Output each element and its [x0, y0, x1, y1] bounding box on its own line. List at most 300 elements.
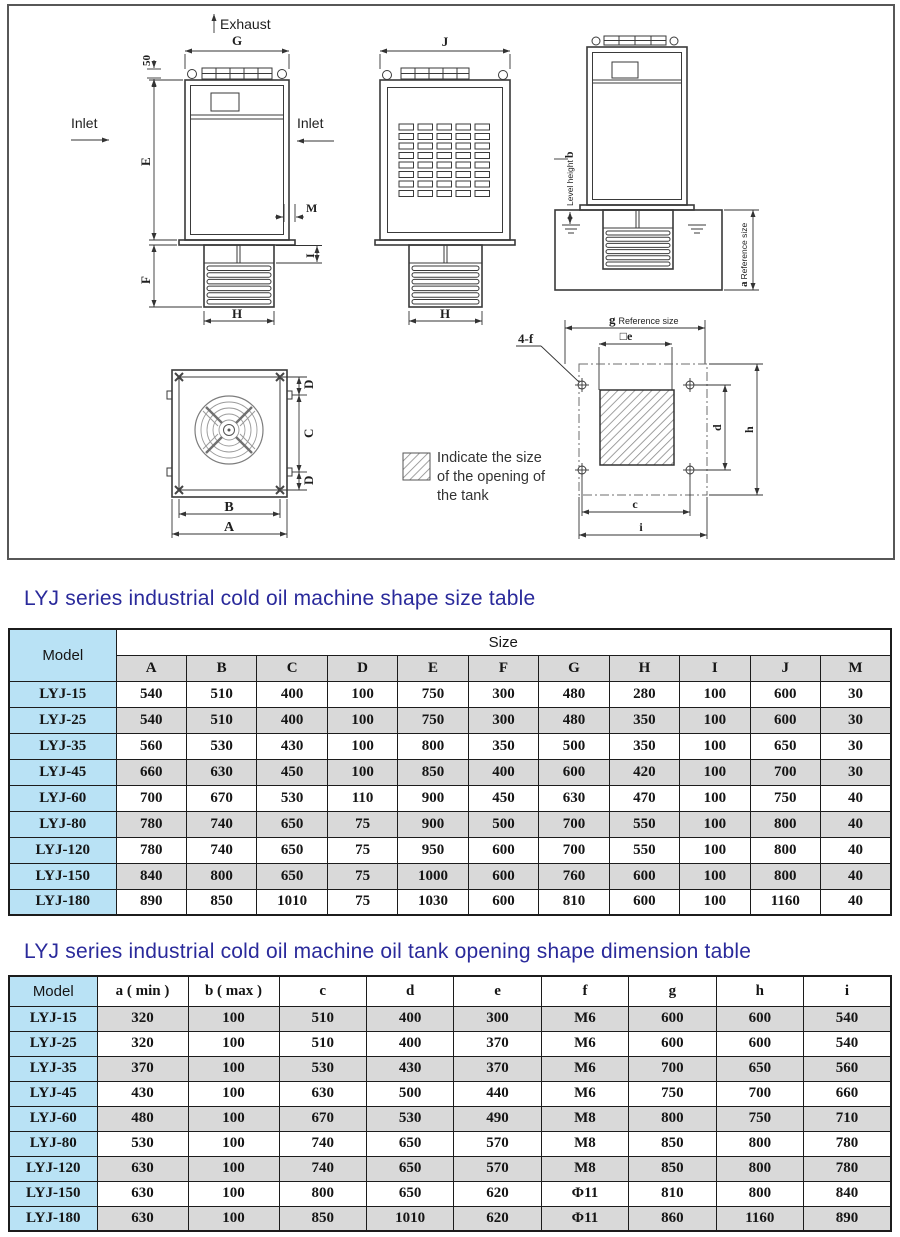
- value-cell: M6: [541, 1006, 628, 1031]
- display-window: [612, 62, 638, 78]
- value-cell: 110: [327, 785, 397, 811]
- value-cell: 850: [398, 759, 468, 785]
- value-cell: 480: [539, 707, 609, 733]
- ref-a-text: Reference size: [739, 222, 749, 280]
- value-cell: 100: [327, 681, 397, 707]
- table-row: [9, 1206, 891, 1231]
- model-cell: LYJ-120: [9, 1156, 97, 1181]
- value-cell: M6: [541, 1031, 628, 1056]
- value-cell: 740: [279, 1131, 366, 1156]
- t1-col-I: I: [680, 655, 750, 681]
- value-cell: 350: [609, 707, 679, 733]
- t1-col-C: C: [257, 655, 327, 681]
- value-cell: 560: [116, 733, 186, 759]
- value-cell: 700: [750, 759, 820, 785]
- value-cell: 600: [609, 889, 679, 915]
- value-cell: 740: [279, 1156, 366, 1181]
- value-cell: 440: [454, 1081, 541, 1106]
- value-cell: 370: [454, 1031, 541, 1056]
- value-cell: 800: [629, 1106, 716, 1131]
- value-cell: 1000: [398, 863, 468, 889]
- value-cell: 350: [609, 733, 679, 759]
- model-cell: LYJ-25: [9, 707, 116, 733]
- value-cell: 550: [609, 811, 679, 837]
- value-cell: 400: [257, 707, 327, 733]
- model-cell: LYJ-25: [9, 1031, 97, 1056]
- value-cell: 750: [398, 681, 468, 707]
- value-cell: 630: [539, 785, 609, 811]
- value-cell: 30: [821, 733, 891, 759]
- value-cell: 600: [609, 863, 679, 889]
- value-cell: 630: [97, 1181, 188, 1206]
- value-cell: 600: [716, 1006, 803, 1031]
- value-cell: 100: [188, 1181, 279, 1206]
- display-window: [211, 93, 239, 111]
- value-cell: 75: [327, 863, 397, 889]
- table-row: [9, 1031, 891, 1056]
- legend-line2: of the opening of: [437, 469, 546, 485]
- value-cell: 800: [279, 1181, 366, 1206]
- value-cell: 300: [468, 681, 538, 707]
- value-cell: 280: [609, 681, 679, 707]
- value-cell: 670: [186, 785, 256, 811]
- value-cell: 430: [366, 1056, 453, 1081]
- dim-label-C: C: [301, 428, 316, 438]
- value-cell: 950: [398, 837, 468, 863]
- model-cell: LYJ-45: [9, 759, 116, 785]
- value-cell: 100: [188, 1206, 279, 1231]
- table-row: [9, 785, 891, 811]
- value-cell: 540: [804, 1031, 891, 1056]
- value-cell: 75: [327, 889, 397, 915]
- value-cell: 540: [804, 1006, 891, 1031]
- value-cell: 100: [188, 1056, 279, 1081]
- ref-size-a-label: [738, 223, 750, 287]
- louvers: [606, 231, 670, 266]
- value-cell: 600: [750, 707, 820, 733]
- value-cell: 370: [97, 1056, 188, 1081]
- t2-col-d: d: [366, 976, 453, 1006]
- value-cell: 660: [804, 1081, 891, 1106]
- ref-a-letter: a: [738, 281, 750, 287]
- value-cell: 780: [804, 1156, 891, 1181]
- value-cell: 740: [186, 837, 256, 863]
- value-cell: 40: [821, 837, 891, 863]
- value-cell: M6: [541, 1056, 628, 1081]
- value-cell: 1030: [398, 889, 468, 915]
- table-row: [9, 681, 891, 707]
- value-cell: 800: [750, 811, 820, 837]
- value-cell: 650: [257, 863, 327, 889]
- value-cell: 100: [188, 1031, 279, 1056]
- value-cell: 300: [468, 707, 538, 733]
- table-row: [9, 863, 891, 889]
- eyebolt-icon: [383, 71, 392, 80]
- value-cell: 100: [188, 1006, 279, 1031]
- value-cell: Φ11: [541, 1206, 628, 1231]
- t1-col-B: B: [186, 655, 256, 681]
- value-cell: 100: [680, 863, 750, 889]
- model-cell: LYJ-60: [9, 1106, 97, 1131]
- value-cell: 700: [539, 837, 609, 863]
- legend-line3: the tank: [437, 488, 489, 504]
- t1-col-F: F: [468, 655, 538, 681]
- value-cell: 320: [97, 1031, 188, 1056]
- model-cell: LYJ-60: [9, 785, 116, 811]
- value-cell: 600: [629, 1006, 716, 1031]
- value-cell: 650: [750, 733, 820, 759]
- dim-label-B: B: [224, 500, 234, 515]
- value-cell: 100: [680, 785, 750, 811]
- value-cell: 510: [186, 681, 256, 707]
- model-cell: LYJ-45: [9, 1081, 97, 1106]
- t2-col-g: g: [629, 976, 716, 1006]
- tank-opening-table-title: LYJ series industrial cold oil machine oil tank opening shape dimension table: [24, 940, 752, 963]
- value-cell: 650: [366, 1181, 453, 1206]
- value-cell: 490: [454, 1106, 541, 1131]
- table-row: [9, 1056, 891, 1081]
- level-height-text: Level height: [565, 160, 575, 206]
- eyebolt-icon: [499, 71, 508, 80]
- value-cell: M8: [541, 1106, 628, 1131]
- value-cell: 810: [629, 1181, 716, 1206]
- value-cell: 300: [454, 1006, 541, 1031]
- value-cell: 840: [804, 1181, 891, 1206]
- value-cell: 450: [468, 785, 538, 811]
- value-cell: 750: [398, 707, 468, 733]
- dim-label-M: M: [306, 201, 318, 215]
- value-cell: 450: [257, 759, 327, 785]
- t1-col-J: J: [750, 655, 820, 681]
- ref-g-text: Reference size: [618, 316, 679, 326]
- value-cell: 780: [116, 811, 186, 837]
- value-cell: 600: [468, 863, 538, 889]
- dim-label-H-side: H: [439, 306, 451, 321]
- value-cell: 700: [116, 785, 186, 811]
- value-cell: 100: [327, 707, 397, 733]
- dim-label-G: G: [231, 33, 243, 48]
- corner-bolts-icon: [175, 373, 284, 494]
- table-row: [9, 1006, 891, 1031]
- dim-label-c: c: [632, 497, 638, 511]
- value-cell: 400: [366, 1031, 453, 1056]
- value-cell: 750: [716, 1106, 803, 1131]
- model-cell: LYJ-150: [9, 1181, 97, 1206]
- dim-label-D-top: D: [301, 379, 316, 389]
- dim-label-square-e: □e: [619, 329, 633, 343]
- value-cell: 890: [804, 1206, 891, 1231]
- fan-top-view: [167, 370, 316, 538]
- value-cell: 650: [257, 811, 327, 837]
- hatch-swatch-icon: [403, 453, 430, 480]
- table-row: [9, 811, 891, 837]
- dim-label-F: F: [138, 276, 153, 284]
- tank-mounted-view: [554, 36, 759, 290]
- dim-label-d: d: [710, 424, 724, 431]
- technical-drawing-panel: [7, 4, 895, 560]
- value-cell: 800: [398, 733, 468, 759]
- t2-col-h: h: [716, 976, 803, 1006]
- value-cell: 100: [680, 837, 750, 863]
- value-cell: 430: [257, 733, 327, 759]
- table-row: [9, 1131, 891, 1156]
- vent-grid: [399, 124, 490, 197]
- value-cell: 530: [257, 785, 327, 811]
- dim-label-J: J: [441, 34, 449, 49]
- value-cell: 100: [680, 707, 750, 733]
- ref-g-letter: g: [609, 312, 616, 327]
- value-cell: 660: [116, 759, 186, 785]
- value-cell: 480: [539, 681, 609, 707]
- table-row: [9, 759, 891, 785]
- value-cell: 30: [821, 759, 891, 785]
- model-cell: LYJ-150: [9, 863, 116, 889]
- value-cell: 510: [279, 1031, 366, 1056]
- value-cell: 550: [609, 837, 679, 863]
- value-cell: 100: [680, 811, 750, 837]
- dim-label-I: I: [303, 253, 317, 258]
- value-cell: 560: [804, 1056, 891, 1081]
- value-cell: M8: [541, 1156, 628, 1181]
- value-cell: 570: [454, 1156, 541, 1181]
- value-cell: 650: [366, 1156, 453, 1181]
- value-cell: 900: [398, 811, 468, 837]
- tank-opening-hatch: [600, 390, 674, 465]
- dim-label-A: A: [223, 520, 235, 535]
- value-cell: 800: [186, 863, 256, 889]
- t2-col-amin: a ( min ): [97, 976, 188, 1006]
- model-cell: LYJ-80: [9, 1131, 97, 1156]
- value-cell: 800: [750, 837, 820, 863]
- front-view: [71, 14, 334, 325]
- value-cell: 780: [116, 837, 186, 863]
- value-cell: 400: [366, 1006, 453, 1031]
- fan-icon: [195, 396, 263, 464]
- value-cell: 400: [257, 681, 327, 707]
- inlet-right-label: Inlet: [297, 115, 324, 131]
- t1-col-H: H: [609, 655, 679, 681]
- table-row: [9, 733, 891, 759]
- value-cell: 30: [821, 707, 891, 733]
- value-cell: 630: [279, 1081, 366, 1106]
- value-cell: 40: [821, 811, 891, 837]
- value-cell: 430: [97, 1081, 188, 1106]
- value-cell: 600: [468, 889, 538, 915]
- table-row: [9, 707, 891, 733]
- value-cell: 40: [821, 889, 891, 915]
- value-cell: 350: [468, 733, 538, 759]
- value-cell: 420: [609, 759, 679, 785]
- value-cell: 540: [116, 707, 186, 733]
- t2-col-f: f: [541, 976, 628, 1006]
- louvers: [207, 266, 271, 304]
- value-cell: 630: [97, 1206, 188, 1231]
- value-cell: 750: [629, 1081, 716, 1106]
- t2-col-i: i: [804, 976, 891, 1006]
- table-row: [9, 1106, 891, 1131]
- value-cell: 100: [680, 889, 750, 915]
- value-cell: 710: [804, 1106, 891, 1131]
- value-cell: 700: [716, 1081, 803, 1106]
- t1-col-M: M: [821, 655, 891, 681]
- side-view: [375, 34, 515, 325]
- table-row: [9, 837, 891, 863]
- value-cell: 800: [716, 1181, 803, 1206]
- value-cell: M8: [541, 1131, 628, 1156]
- model-cell: LYJ-180: [9, 889, 116, 915]
- dim-label-E: E: [138, 157, 153, 166]
- value-cell: 510: [186, 707, 256, 733]
- dim-label-H-front: H: [231, 306, 243, 321]
- value-cell: 100: [680, 759, 750, 785]
- model-cell: LYJ-80: [9, 811, 116, 837]
- ref-size-g-label: [609, 312, 679, 327]
- eyebolt-icon: [592, 37, 600, 45]
- level-b-label: b: [562, 151, 576, 159]
- value-cell: 370: [454, 1056, 541, 1081]
- value-cell: 1160: [750, 889, 820, 915]
- t1-col-A: A: [116, 655, 186, 681]
- value-cell: 800: [716, 1131, 803, 1156]
- model-cell: LYJ-180: [9, 1206, 97, 1231]
- legend: [403, 450, 546, 504]
- value-cell: 600: [716, 1031, 803, 1056]
- value-cell: 75: [327, 811, 397, 837]
- value-cell: 890: [116, 889, 186, 915]
- t2-col-model: Model: [9, 976, 97, 1006]
- value-cell: 850: [629, 1131, 716, 1156]
- dim-label-50: 50: [141, 55, 153, 66]
- value-cell: M6: [541, 1081, 628, 1106]
- t1-model-header: Model: [9, 629, 116, 681]
- value-cell: 500: [539, 733, 609, 759]
- value-cell: 1160: [716, 1206, 803, 1231]
- technical-drawing: [9, 6, 893, 558]
- eyebolt-icon: [670, 37, 678, 45]
- value-cell: 860: [629, 1206, 716, 1231]
- value-cell: 630: [186, 759, 256, 785]
- model-cell: LYJ-35: [9, 1056, 97, 1081]
- model-cell: LYJ-15: [9, 1006, 97, 1031]
- value-cell: 900: [398, 785, 468, 811]
- value-cell: 100: [188, 1106, 279, 1131]
- tank-opening-table: [8, 975, 892, 1232]
- value-cell: 100: [327, 759, 397, 785]
- t1-size-header: Size: [116, 629, 891, 655]
- value-cell: 40: [821, 863, 891, 889]
- value-cell: 470: [609, 785, 679, 811]
- value-cell: 630: [97, 1156, 188, 1181]
- value-cell: 100: [680, 733, 750, 759]
- louvers: [412, 266, 479, 304]
- table-row: [9, 1081, 891, 1106]
- t1-col-G: G: [539, 655, 609, 681]
- table-row: [9, 889, 891, 915]
- value-cell: 620: [454, 1181, 541, 1206]
- value-cell: 100: [188, 1156, 279, 1181]
- t1-col-D: D: [327, 655, 397, 681]
- model-cell: LYJ-35: [9, 733, 116, 759]
- t1-col-E: E: [398, 655, 468, 681]
- t2-col-bmax: b ( max ): [188, 976, 279, 1006]
- value-cell: 400: [468, 759, 538, 785]
- t2-col-c: c: [279, 976, 366, 1006]
- value-cell: 75: [327, 837, 397, 863]
- dim-label-i: i: [639, 520, 643, 534]
- model-cell: LYJ-15: [9, 681, 116, 707]
- value-cell: 780: [804, 1131, 891, 1156]
- dim-label-h: h: [742, 426, 756, 433]
- value-cell: 600: [539, 759, 609, 785]
- value-cell: 1010: [366, 1206, 453, 1231]
- inlet-left-label: Inlet: [71, 115, 98, 131]
- tank-opening-view: [516, 312, 763, 539]
- value-cell: 850: [629, 1156, 716, 1181]
- side-tabs: [167, 391, 292, 476]
- value-cell: 800: [716, 1156, 803, 1181]
- value-cell: 620: [454, 1206, 541, 1231]
- value-cell: 650: [366, 1131, 453, 1156]
- value-cell: 320: [97, 1006, 188, 1031]
- value-cell: 530: [186, 733, 256, 759]
- value-cell: 670: [279, 1106, 366, 1131]
- value-cell: 750: [750, 785, 820, 811]
- value-cell: 850: [186, 889, 256, 915]
- value-cell: 480: [97, 1106, 188, 1131]
- value-cell: 500: [468, 811, 538, 837]
- value-cell: 760: [539, 863, 609, 889]
- value-cell: 810: [539, 889, 609, 915]
- four-f-label: 4-f: [518, 331, 534, 346]
- value-cell: 700: [629, 1056, 716, 1081]
- eyebolt-icon: [188, 70, 197, 79]
- value-cell: 100: [188, 1131, 279, 1156]
- value-cell: 100: [188, 1081, 279, 1106]
- value-cell: 570: [454, 1131, 541, 1156]
- value-cell: 600: [629, 1031, 716, 1056]
- value-cell: 30: [821, 681, 891, 707]
- value-cell: 650: [716, 1056, 803, 1081]
- eyebolt-icon: [278, 70, 287, 79]
- exhaust-label: Exhaust: [220, 16, 271, 32]
- model-cell: LYJ-120: [9, 837, 116, 863]
- value-cell: 530: [366, 1106, 453, 1131]
- value-cell: 40: [821, 785, 891, 811]
- value-cell: 100: [327, 733, 397, 759]
- table-row: [9, 1181, 891, 1206]
- value-cell: 600: [468, 837, 538, 863]
- value-cell: 600: [750, 681, 820, 707]
- legend-line1: Indicate the size: [437, 450, 542, 466]
- dim-label-D-bottom: D: [301, 475, 316, 485]
- value-cell: 840: [116, 863, 186, 889]
- value-cell: 530: [97, 1131, 188, 1156]
- t2-col-e: e: [454, 976, 541, 1006]
- value-cell: 500: [366, 1081, 453, 1106]
- value-cell: 530: [279, 1056, 366, 1081]
- value-cell: 650: [257, 837, 327, 863]
- value-cell: Φ11: [541, 1181, 628, 1206]
- value-cell: 740: [186, 811, 256, 837]
- shape-size-table-title: LYJ series industrial cold oil machine shape size table: [24, 587, 536, 610]
- value-cell: 510: [279, 1006, 366, 1031]
- value-cell: 100: [680, 681, 750, 707]
- value-cell: 700: [539, 811, 609, 837]
- value-cell: 800: [750, 863, 820, 889]
- value-cell: 850: [279, 1206, 366, 1231]
- value-cell: 540: [116, 681, 186, 707]
- value-cell: 1010: [257, 889, 327, 915]
